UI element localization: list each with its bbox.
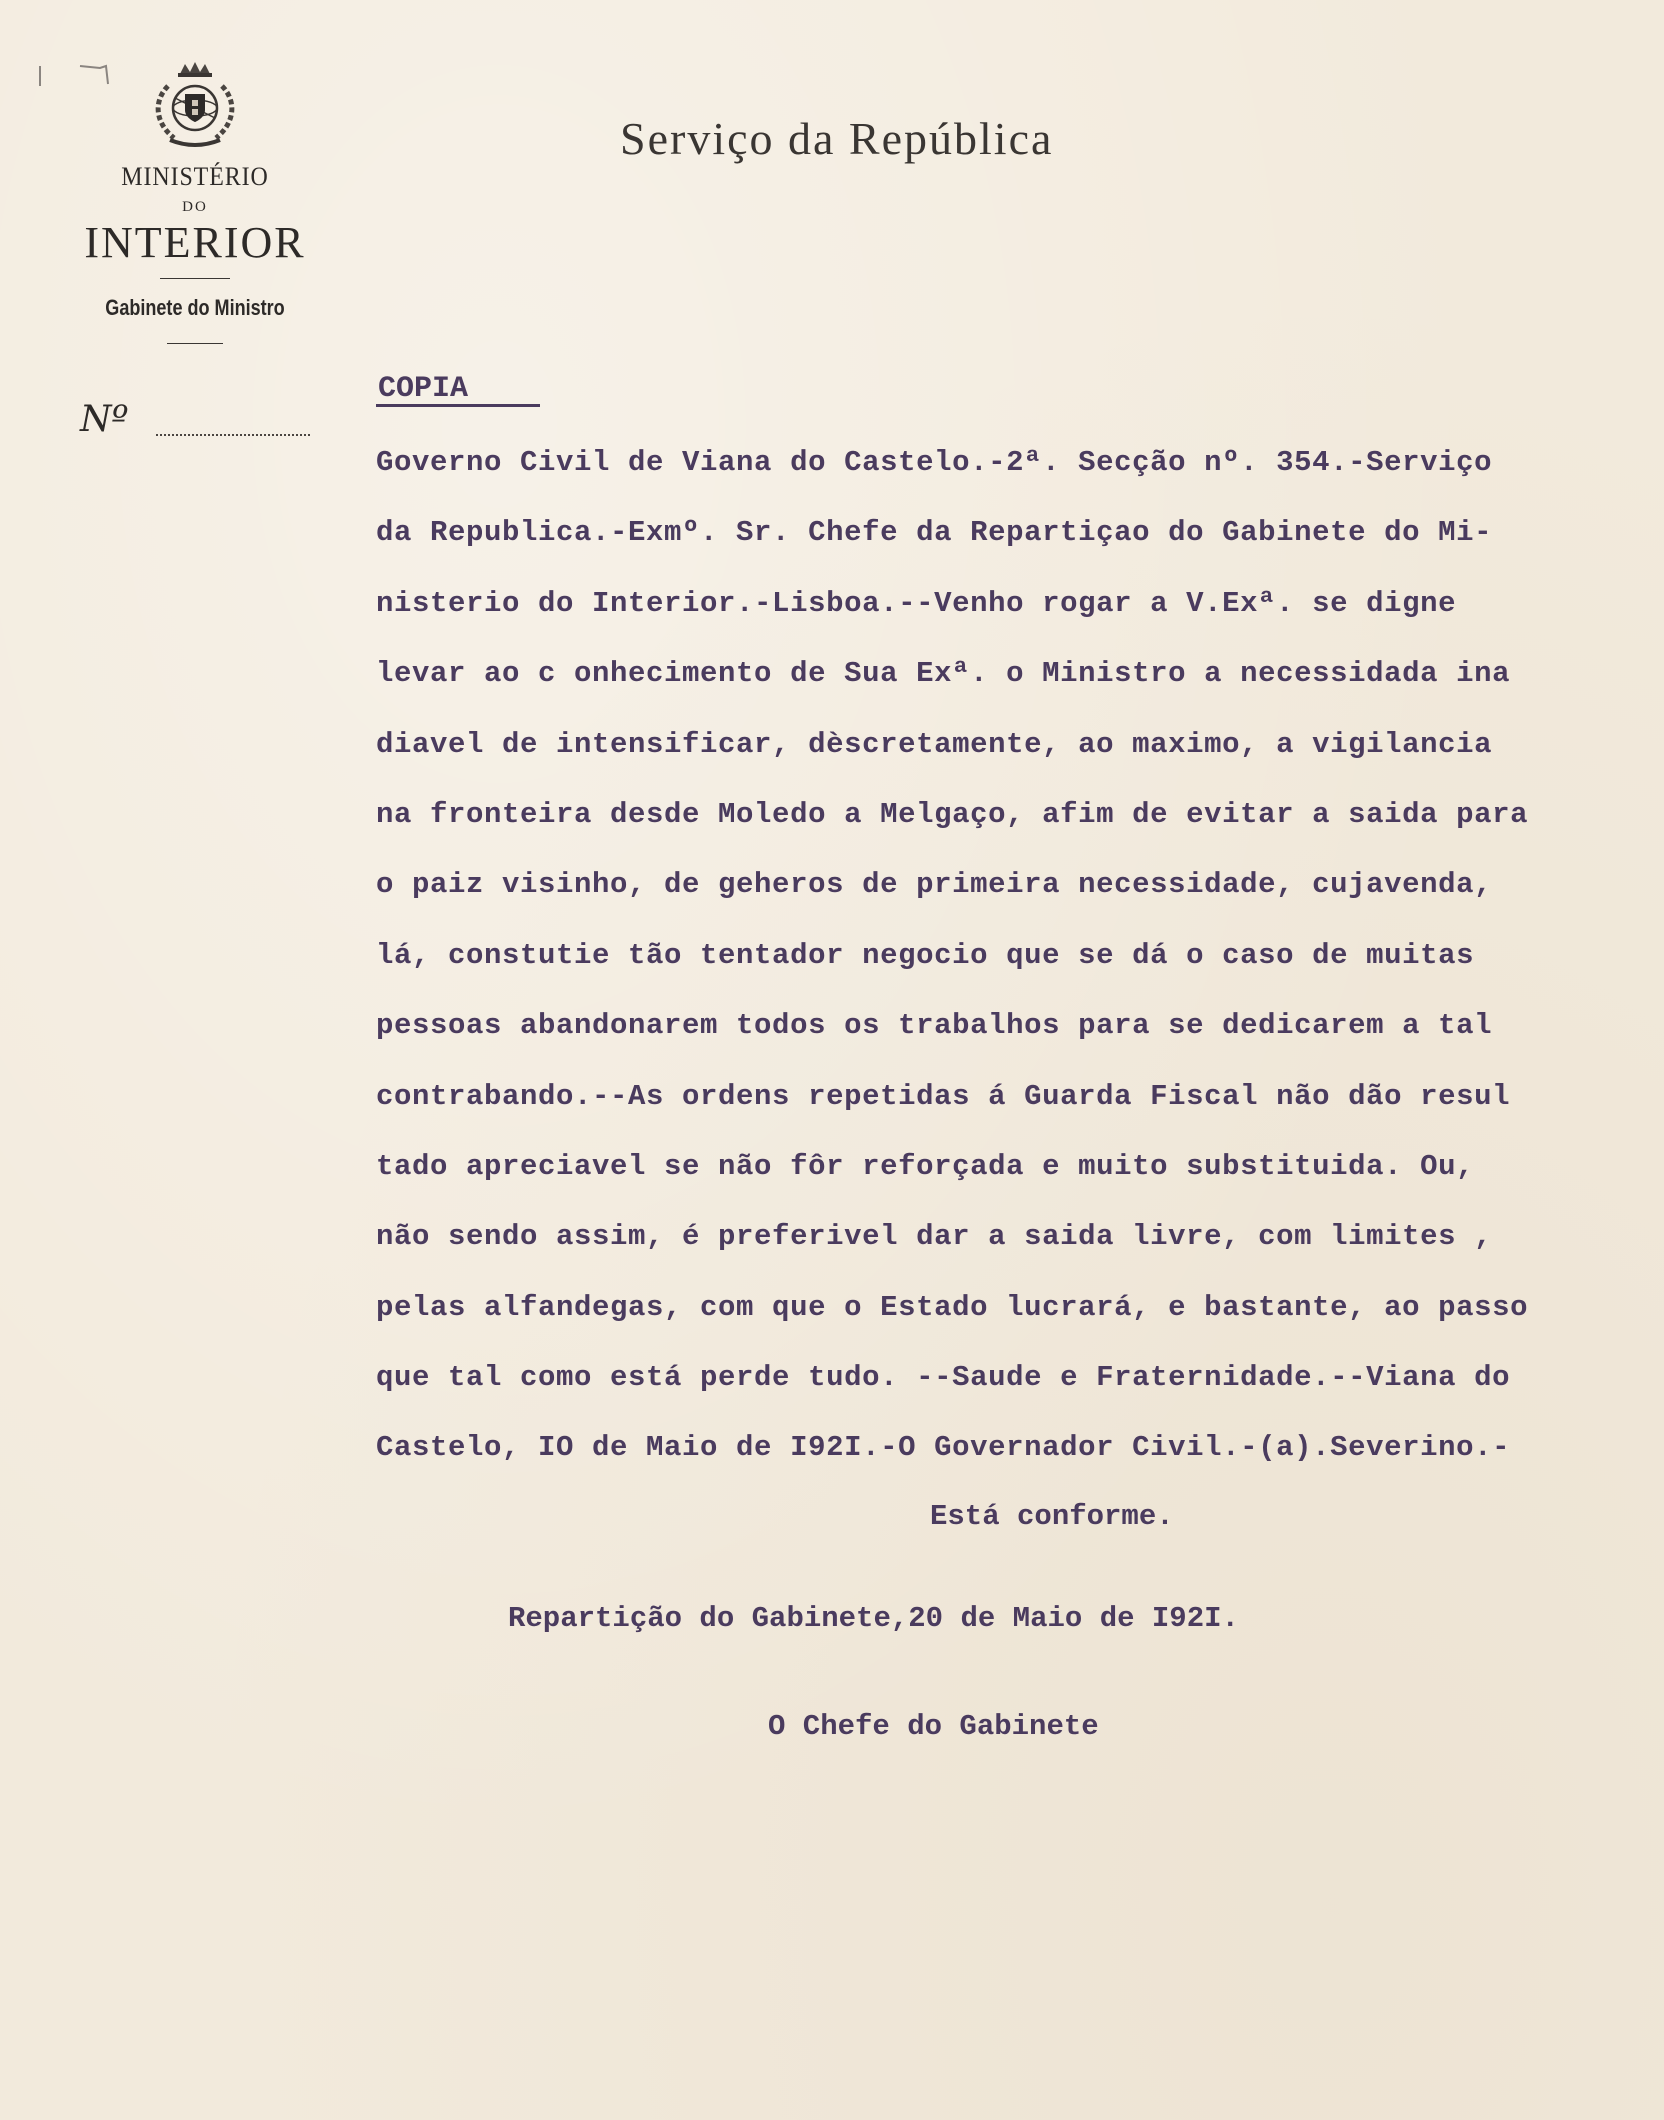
copia-underline <box>376 404 540 407</box>
body-line: da Republica.-Exmº. Sr. Chefe da Repartiçao do Gabinete do Mi- <box>376 516 1493 550</box>
copia-heading: COPIA <box>378 372 469 406</box>
body-line: na fronteira desde Moledo a Melgaço, afim de evitar a saida para <box>376 797 1529 831</box>
numero-label: Nº <box>80 399 129 440</box>
ministerio-label: MINISTÉRIO <box>121 162 269 191</box>
body-line: pessoas abandonarem todos os trabalhos para se dedicarem a tal <box>376 1009 1493 1043</box>
interior-label: INTERIOR <box>84 218 306 267</box>
body-line: diavel de intensificar, dèscretamente, ao maximo, a vigilancia <box>376 727 1493 761</box>
conforme-statement: Está conforme. <box>930 1500 1174 1533</box>
page-title: Serviço da República <box>620 113 1054 164</box>
letter-body <box>376 440 1656 1500</box>
coat-of-arms-icon <box>140 60 250 150</box>
body-line: contrabando.--As ordens repetidas á Guarda Fiscal não dão resul <box>376 1079 1511 1113</box>
body-line: não sendo assim, é preferivel dar a saida livre, com limites , <box>376 1220 1493 1254</box>
document-number-field <box>80 398 320 442</box>
body-line: Castelo, IO de Maio de I92I.-O Governador Civil.-(a).Severino.- <box>376 1431 1511 1465</box>
body-line: que tal como está perde tudo. --Saude e Fraternidade.--Viana do <box>376 1361 1511 1395</box>
body-line: o paiz visinho, de geheros de primeira necessidade, cujavenda, <box>376 868 1493 902</box>
date-line: Repartição do Gabinete,20 de Maio de I92I. <box>508 1602 1239 1635</box>
body-line: nisterio do Interior.-Lisboa.--Venho rogar a V.Exª. se digne <box>376 586 1457 620</box>
numero-dotted-line <box>156 434 310 436</box>
body-line: lá, constutie tão tentador negocio que se dá o caso de muitas <box>376 938 1475 972</box>
letterhead <box>50 60 340 344</box>
body-line: pelas alfandegas, com que o Estado lucrará, e bastante, ao passo <box>376 1290 1529 1324</box>
do-label: DO <box>182 199 208 215</box>
letterhead-divider <box>160 278 230 279</box>
body-line: tado apreciavel se não fôr reforçada e muito substituida. Ou, <box>376 1149 1475 1183</box>
gabinete-label: Gabinete do Ministro <box>105 295 285 320</box>
signature-line: O Chefe do Gabinete <box>768 1710 1099 1743</box>
letterhead-divider-2 <box>167 343 223 344</box>
body-line: Governo Civil de Viana do Castelo.-2ª. Secção nº. 354.-Serviço <box>376 446 1493 479</box>
body-line: levar ao c onhecimento de Sua Exª. o Ministro a necessidada ina <box>376 657 1511 691</box>
